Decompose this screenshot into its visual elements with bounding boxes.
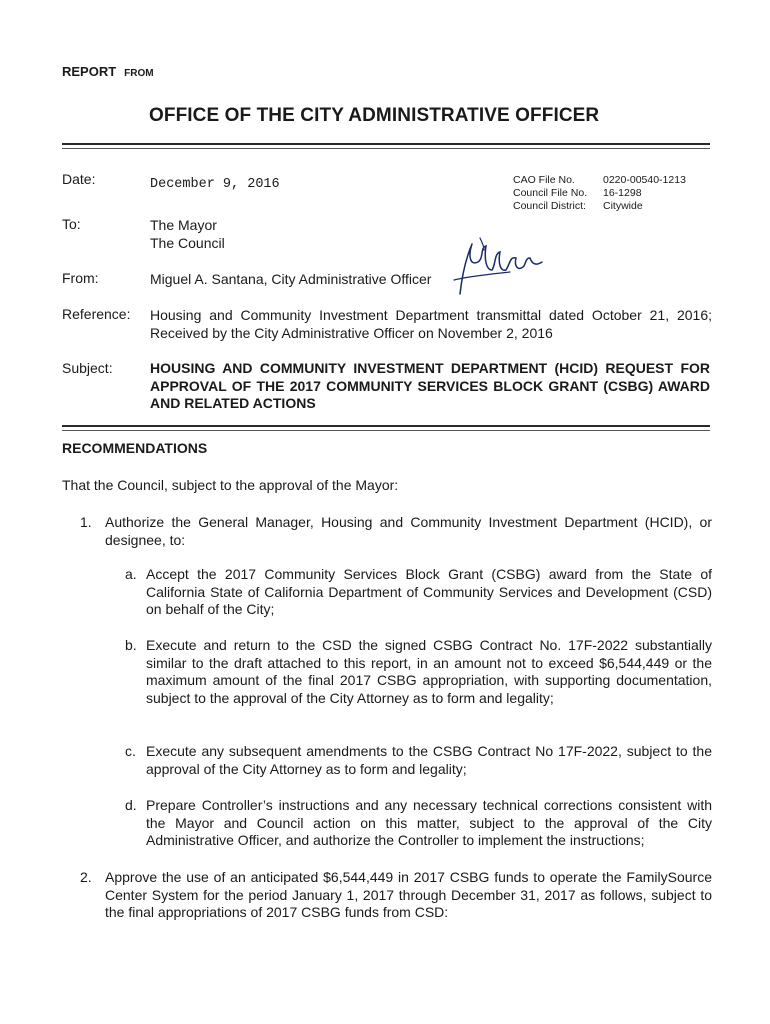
item-1a-marker: a. [125, 566, 137, 582]
to-line-mayor: The Mayor [150, 217, 217, 233]
council-district-label: Council District: [513, 200, 586, 212]
recommendations-heading: RECOMMENDATIONS [62, 440, 208, 456]
from-value: Miguel A. Santana, City Administrative Officer [150, 271, 432, 287]
report-label: REPORT [62, 64, 117, 79]
cao-file-label: CAO File No. [513, 174, 575, 186]
item-1d-text: Prepare Controller’s instructions and any necessary technical corrections consistent with the Mayor and Council action on this matter, subject to the approval of the City Administrative Officer, and authorize the Controller to implement the instructions; [146, 797, 712, 848]
to-label: To: [62, 216, 81, 232]
from-label: FROM [124, 68, 154, 79]
item-1b-marker: b. [125, 637, 137, 653]
council-file-label: Council File No. [513, 187, 588, 199]
signature-image [440, 236, 550, 300]
subject-rule-thick [62, 425, 710, 427]
office-title: OFFICE OF THE CITY ADMINISTRATIVE OFFICER [149, 105, 600, 126]
cao-file-value: 0220-00540-1213 [603, 174, 686, 186]
item-1b-text: Execute and return to the CSD the signed CSBG Contract No. 17F-2022 substantially similar to the draft attached to this report, in an amount not to exceed $6,544,449 or the maximum amount of the final 2017 CSBG appropriation, with supporting documentation, subject to the approval of the City Attorney as to form and legality; [146, 637, 712, 706]
subject-value: HOUSING AND COMMUNITY INVESTMENT DEPARTMENT (HCID) REQUEST FOR APPROVAL OF THE 2017 COMMUNITY SERVICES BLOCK GRANT (CSBG) AWARD AND RELATED ACTIONS [150, 360, 710, 411]
from-label: From: [62, 270, 99, 286]
to-line-council: The Council [150, 235, 225, 251]
header-rule-thin [62, 148, 710, 149]
item-2-text: Approve the use of an anticipated $6,544,449 in 2017 CSBG funds to operate the FamilySource Center System for the period January 1, 2017 through December 31, 2017 as follows, subject to the final appropriations of 2017 CSBG funds from CSD: [105, 869, 712, 920]
item-1-text: Authorize the General Manager, Housing and Community Investment Department (HCID), or designee, to: [105, 514, 712, 548]
date-label: Date: [62, 171, 96, 187]
reference-value: Housing and Community Investment Department transmittal dated October 21, 2016; Received by the City Administrative Officer on November 2, 2016 [150, 307, 712, 341]
recommendations-intro: That the Council, subject to the approval of the Mayor: [62, 477, 399, 493]
item-2-marker: 2. [80, 869, 92, 885]
subject-label: Subject: [62, 360, 113, 376]
file-info-labels [513, 174, 587, 213]
council-district-value: Citywide [603, 200, 643, 212]
report-from-line [62, 64, 154, 79]
item-1a-text: Accept the 2017 Community Services Block Grant (CSBG) award from the State of California State of California Department of Community Services and Development (CSD) on behalf of the City; [146, 566, 712, 617]
header-rule-thick [62, 143, 710, 145]
reference-label: Reference: [62, 306, 131, 322]
subject-rule-thin [62, 430, 710, 431]
item-1c-marker: c. [125, 743, 136, 759]
date-value: December 9, 2016 [150, 177, 280, 192]
item-1-marker: 1. [80, 514, 92, 530]
item-1d-marker: d. [125, 797, 137, 813]
to-recipients [150, 216, 225, 252]
file-info-values [603, 174, 686, 213]
council-file-value: 16-1298 [603, 187, 642, 199]
item-1c-text: Execute any subsequent amendments to the CSBG Contract No 17F-2022, subject to the approval of the City Attorney as to form and legality; [146, 743, 712, 777]
